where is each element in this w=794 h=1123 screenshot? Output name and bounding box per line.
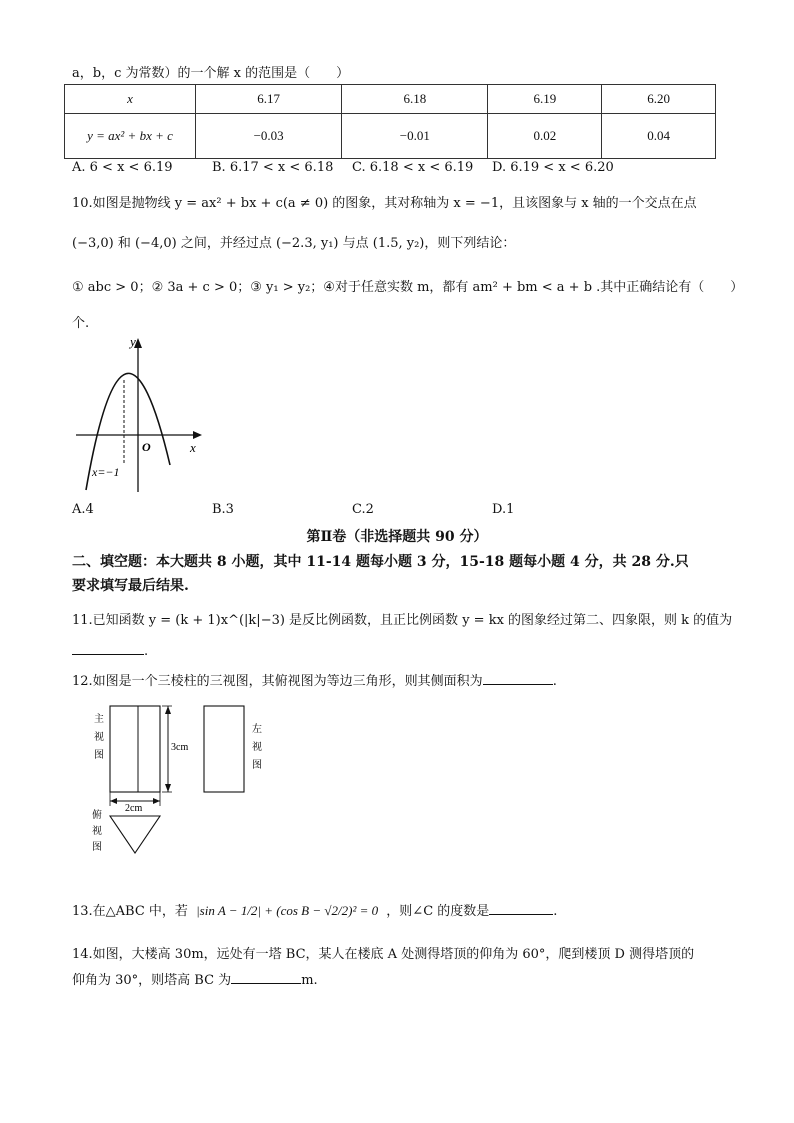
table-header-x: x [65, 85, 196, 114]
q10-option-a: A.4 [72, 502, 94, 517]
table-header-cell: 6.19 [488, 85, 602, 114]
table-header-cell: 6.17 [196, 85, 342, 114]
q12-text: 12.如图是一个三棱柱的三视图，其俯视图为等边三角形，则其侧面积为 . [72, 674, 557, 689]
q11-line-2: . [72, 642, 148, 659]
q13-answer-blank[interactable] [489, 902, 553, 915]
front-view-label-2: 视 [94, 732, 104, 743]
q13-text: 13.在△ABC 中，若 |sin A − 1/2| + (cos B − √2/2)² = 0 ，则∠C 的度数是 . [72, 903, 558, 919]
q10-line-1: 10.如图是抛物线 y = ax² + bx + c(a ≠ 0) 的图象，其对称轴为 x = −1，且该图象与 x 轴的一个交点在点 [72, 196, 697, 211]
section2-header-line-2: 要求填写最后结果. [72, 578, 189, 594]
q10-option-d: D.1 [492, 502, 515, 517]
q10-line-3: ① abc > 0；② 3a + c > 0；③ y₁ > y₂；④对于任意实数 m，都有 am² + bm < a + b .其中正确结论有（ ） [72, 280, 744, 295]
origin-label: O [142, 440, 151, 454]
height-label: 3cm [171, 742, 189, 753]
table-cell: 0.02 [488, 114, 602, 159]
q11-answer-blank[interactable] [72, 642, 144, 655]
q9-option-a: A. 6 < x < 6.19 [72, 160, 173, 175]
q13-expression: |sin A − 1/2| + (cos B − √2/2)² = 0 [196, 903, 379, 918]
part2-title: 第Ⅱ卷（非选择题共 90 分） [306, 529, 488, 545]
table-row-label: y = ax² + bx + c [65, 114, 196, 159]
section2-header-line-1: 二、填空题：本大题共 8 小题，其中 11-14 题每小题 3 分，15-18 题每小题 4 分，共 28 分.只 [72, 554, 689, 570]
table-cell: 0.04 [602, 114, 716, 159]
table-cell: −0.01 [342, 114, 488, 159]
table-header-cell: 6.20 [602, 85, 716, 114]
x-axis-label: x [190, 440, 196, 455]
y-axis-label: y [130, 334, 136, 349]
front-view-label-1: 主 [94, 714, 104, 725]
q9-option-d: D. 6.19 < x < 6.20 [492, 160, 614, 175]
table-header-cell: 6.18 [342, 85, 488, 114]
q9-tail-text: a，b，c 为常数）的一个解 x 的范围是（ ） [72, 66, 350, 81]
q12-answer-blank[interactable] [483, 672, 553, 685]
q14-answer-blank[interactable] [231, 971, 301, 984]
q12-three-views-figure [80, 700, 280, 860]
q11-line-1: 11.已知函数 y = (k + 1)x^(|k|−3) 是反比例函数，且正比例函数 y = kx 的图象经过第二、四象限，则 k 的值为 [72, 613, 733, 628]
q10-option-b: B.3 [212, 502, 234, 517]
q10-option-c: C.2 [352, 502, 374, 517]
q9-option-c: C. 6.18 < x < 6.19 [352, 160, 474, 175]
q9-option-b: B. 6.17 < x < 6.18 [212, 160, 334, 175]
width-label: 2cm [125, 803, 143, 814]
table-cell: −0.03 [196, 114, 342, 159]
symmetry-axis-label: x=−1 [92, 465, 120, 479]
top-view-label-2: 视 [92, 826, 102, 837]
side-view-label-3: 图 [252, 760, 262, 771]
side-view-label-2: 视 [252, 742, 262, 753]
q14-line-2: 仰角为 30°，则塔高 BC 为 m. [72, 973, 318, 988]
q14-line-1: 14.如图，大楼高 30m，远处有一塔 BC，某人在楼底 A 处测得塔顶的仰角为 60°，爬到楼顶 D 测得塔顶的 [72, 947, 695, 962]
q10-line-2: (−3,0) 和 (−4,0) 之间，并经过点 (−2.3, y₁) 与点 (1.5, y₂)，则下列结论： [72, 236, 516, 251]
q9-value-table [64, 84, 716, 159]
front-view-label-3: 图 [94, 750, 104, 761]
q10-parabola-graph [72, 330, 212, 495]
q10-line-4: 个. [72, 316, 90, 331]
top-view-label-3: 图 [92, 842, 102, 853]
side-view-label-1: 左 [252, 724, 262, 735]
top-view-label-1: 俯 [92, 810, 102, 821]
